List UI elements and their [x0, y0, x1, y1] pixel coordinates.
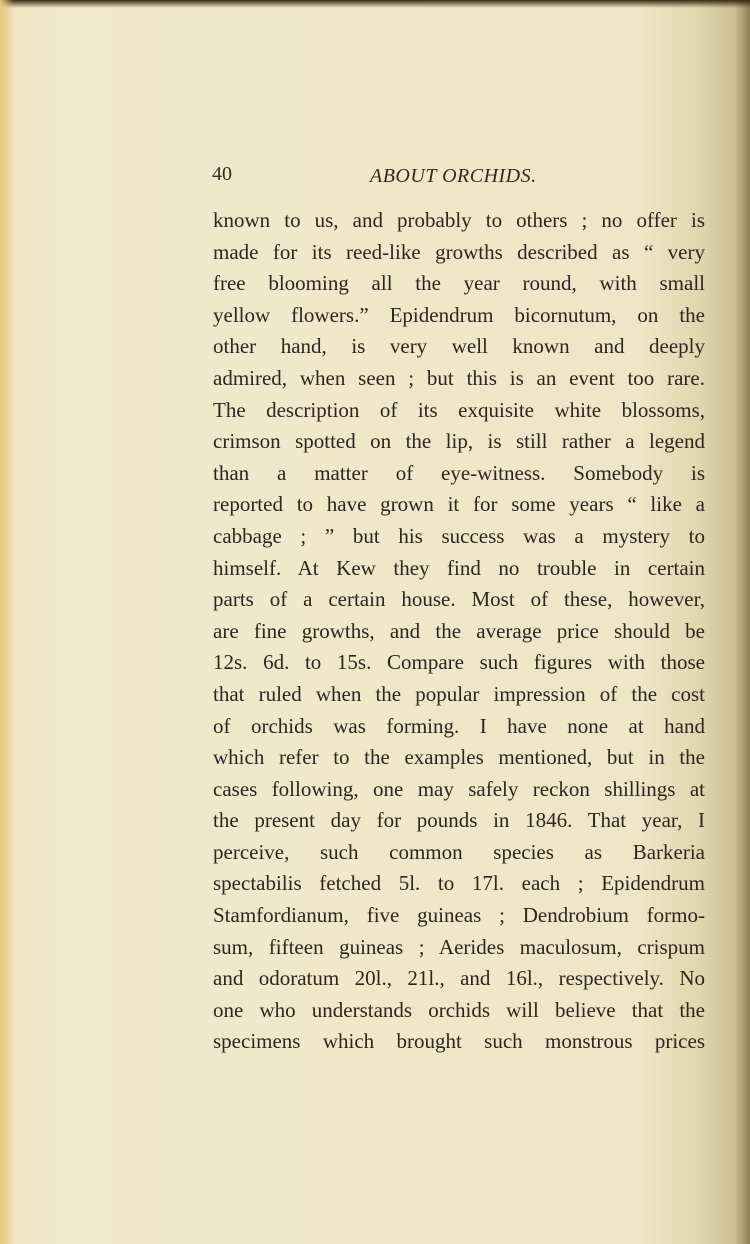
text-line: that ruled when the popular impression of the cost [213, 681, 705, 706]
text-line: Stamfordianum, five guineas ; Dendrobium formo- [213, 903, 705, 928]
text-line: 12s. 6d. to 15s. Compare such figures with those [213, 650, 705, 675]
text-line: one who understands orchids will believe that the [213, 997, 705, 1022]
body-text [213, 205, 705, 1058]
text-line: reported to have grown it for some years “ like a [213, 492, 705, 517]
text-line: which refer to the examples mentioned, but in the [213, 745, 705, 770]
text-line: made for its reed-like growths described as “ very [213, 239, 705, 264]
text-line: perceive, such common species as Barkeria [213, 839, 705, 864]
text-line: sum, fifteen guineas ; Aerides maculosum, crispum [213, 934, 705, 959]
text-line: other hand, is very well known and deeply [213, 334, 705, 359]
text-line: spectabilis fetched 5l. to 17l. each ; Epidendrum [213, 871, 705, 896]
text-line: parts of a certain house. Most of these, however, [213, 587, 705, 612]
text-line: cabbage ; ” but his success was a mystery to [213, 523, 705, 548]
text-line: free blooming all the year round, with small [213, 271, 705, 296]
running-title: ABOUT ORCHIDS. [370, 165, 537, 187]
text-line: the present day for pounds in 1846. That year, I [213, 808, 705, 833]
text-line: are fine growths, and the average price should be [213, 618, 705, 643]
page-number: 40 [212, 163, 232, 185]
text-line: The description of its exquisite white blossoms, [213, 397, 705, 422]
text-line: crimson spotted on the lip, is still rather a legend [213, 429, 705, 454]
page-header [212, 163, 562, 193]
text-line: of orchids was forming. I have none at hand [213, 713, 705, 738]
text-line: cases following, one may safely reckon shillings at [213, 776, 705, 801]
text-line: than a matter of eye-witness. Somebody is [213, 460, 705, 485]
text-line: known to us, and probably to others ; no offer is [213, 208, 705, 232]
text-line: admired, when seen ; but this is an event too rare. [213, 365, 705, 390]
text-line: specimens which brought such monstrous prices [213, 1029, 705, 1054]
text-line: himself. At Kew they find no trouble in certain [213, 555, 705, 580]
text-line: and odoratum 20l., 21l., and 16l., respectively. No [213, 966, 705, 991]
text-line: yellow flowers.” Epidendrum bicornutum, on the [213, 302, 705, 327]
